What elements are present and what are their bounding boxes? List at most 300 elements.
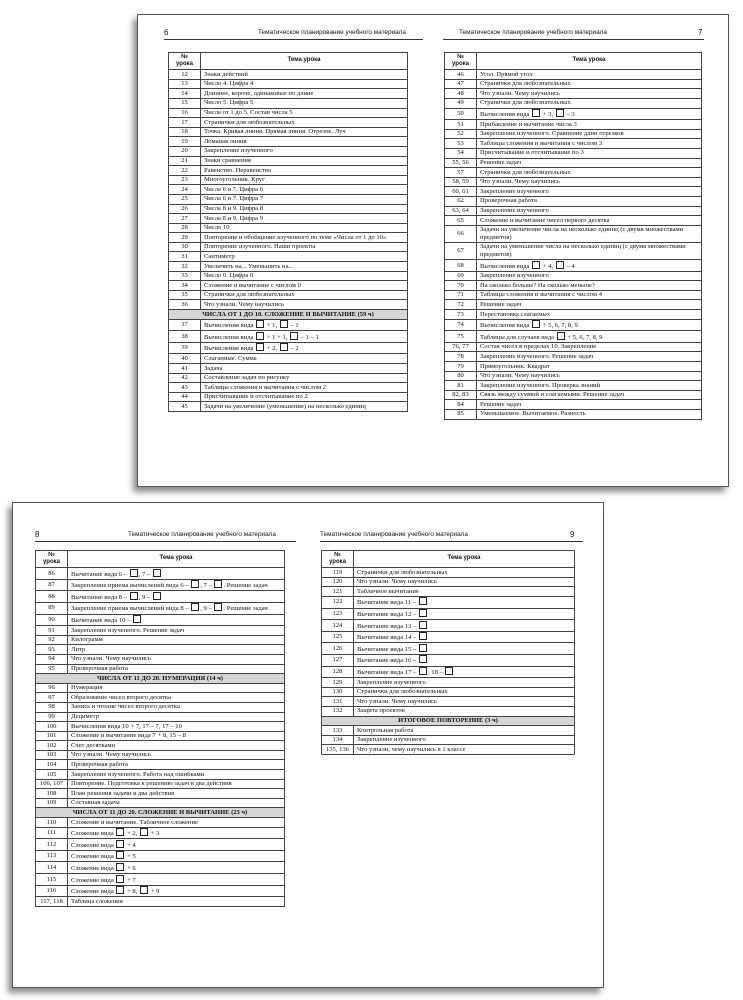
table-row bbox=[445, 342, 702, 352]
lesson-topic: Вычисления вида + 1 + 1, – 1 – 1 bbox=[201, 331, 408, 343]
lesson-number: 91 bbox=[36, 626, 68, 636]
lesson-topic: Проверочная работа bbox=[68, 760, 285, 770]
lesson-number: 97 bbox=[36, 693, 68, 703]
table-row bbox=[445, 260, 702, 272]
section-heading-row bbox=[36, 674, 285, 684]
lesson-number: 123 bbox=[322, 608, 354, 620]
lesson-topic: Странички для любознательных bbox=[354, 687, 575, 697]
section-heading-row bbox=[36, 808, 285, 818]
lesson-number: 74 bbox=[445, 319, 477, 331]
lesson-number: 70 bbox=[445, 281, 477, 291]
table-row bbox=[36, 645, 285, 655]
page-number: 6 bbox=[164, 28, 169, 37]
col-topic-header: Тема урока bbox=[68, 551, 285, 568]
lesson-topic: Закрепление изученного. Работа над ошибками bbox=[68, 770, 285, 780]
table-row bbox=[169, 342, 408, 354]
col-topic-header: Тема урока bbox=[477, 53, 702, 70]
lesson-topic: Числа 8 и 9. Цифра 8 bbox=[201, 204, 408, 214]
table-row bbox=[445, 120, 702, 130]
lesson-topic: Проверочная работа bbox=[68, 664, 285, 674]
table-row bbox=[322, 687, 575, 697]
lesson-topic: Закрепление изученного. Проверка знаний bbox=[477, 381, 702, 391]
table-row bbox=[169, 364, 408, 374]
col-topic-header: Тема урока bbox=[354, 551, 575, 568]
lesson-number: 119 bbox=[322, 568, 354, 578]
blank-box bbox=[153, 592, 161, 600]
lesson-number: 35 bbox=[169, 290, 201, 300]
blank-box bbox=[532, 261, 540, 269]
lesson-topic: Вычисления вида 10 + 7, 17 – 7, 17 – 10 bbox=[68, 722, 285, 732]
blank-box bbox=[214, 603, 222, 611]
lesson-number: 31 bbox=[169, 252, 201, 262]
lesson-topic: Счет десятками bbox=[68, 741, 285, 751]
table-row bbox=[322, 654, 575, 666]
lesson-topic: Составная задача bbox=[68, 798, 285, 808]
lesson-number: 125 bbox=[322, 631, 354, 643]
page-header bbox=[308, 531, 603, 543]
blank-box bbox=[116, 828, 124, 836]
table-row bbox=[36, 722, 285, 732]
lesson-number: 93 bbox=[36, 645, 68, 655]
lesson-topic: Сложение и вычитание чисел первого десятка bbox=[477, 216, 702, 226]
lesson-number: 114 bbox=[36, 862, 68, 874]
lesson-topic: Вычитание вида 11 – bbox=[354, 596, 575, 608]
lesson-number: 58, 59 bbox=[445, 177, 477, 187]
table-row bbox=[169, 262, 408, 272]
table-row bbox=[445, 89, 702, 99]
lesson-number: 115 bbox=[36, 874, 68, 886]
lesson-topic: Число 10 bbox=[201, 223, 408, 233]
blank-box bbox=[419, 609, 427, 617]
lesson-number: 55, 56 bbox=[445, 158, 477, 168]
lesson-topic: Килограмм bbox=[68, 635, 285, 645]
lesson-number: 20 bbox=[169, 146, 201, 156]
lesson-topic: Решение задач bbox=[477, 400, 702, 410]
col-num-header: № урока bbox=[445, 53, 477, 70]
table-row bbox=[36, 779, 285, 789]
lesson-number: 116 bbox=[36, 885, 68, 897]
lesson-topic: Дециметр bbox=[68, 712, 285, 722]
lesson-topic: Вычитание вида 15 – bbox=[354, 643, 575, 655]
lesson-number: 76, 77 bbox=[445, 342, 477, 352]
table-row bbox=[322, 631, 575, 643]
lesson-table bbox=[321, 550, 575, 755]
lesson-topic: Нумерация bbox=[68, 683, 285, 693]
table-row bbox=[36, 897, 285, 907]
lesson-number: 92 bbox=[36, 635, 68, 645]
table-row bbox=[445, 79, 702, 89]
table-row bbox=[445, 187, 702, 197]
lesson-number: 132 bbox=[322, 706, 354, 716]
lesson-number: 50 bbox=[445, 108, 477, 120]
blank-box bbox=[140, 828, 148, 836]
lesson-topic: Сложение вида + 5 bbox=[68, 850, 285, 862]
blank-box bbox=[133, 615, 141, 623]
lesson-topic: Что узнали. Чему научились bbox=[354, 577, 575, 587]
lesson-topic: Равенство. Неравенство bbox=[201, 166, 408, 176]
lesson-topic: Таблицы сложения и вычитания с числом 3 bbox=[477, 139, 702, 149]
table-row bbox=[169, 185, 408, 195]
table-row bbox=[36, 770, 285, 780]
lesson-number: 99 bbox=[36, 712, 68, 722]
lesson-number: 87 bbox=[36, 579, 68, 591]
section-heading: ЧИСЛА ОТ 1 ДО 10. СЛОЖЕНИЕ И ВЫЧИТАНИЕ (59 ч) bbox=[169, 310, 408, 320]
lesson-number: 15 bbox=[169, 98, 201, 108]
lesson-number: 62 bbox=[445, 196, 477, 206]
lesson-topic: Присчитывание и отсчитывание по 3 bbox=[477, 148, 702, 158]
blank-box bbox=[419, 667, 427, 675]
lesson-topic: Вычитание вида 8 – , 9 – bbox=[68, 591, 285, 603]
blank-box bbox=[445, 667, 453, 675]
lesson-number: 23 bbox=[169, 175, 201, 185]
lesson-number: 85 bbox=[445, 409, 477, 419]
blank-box bbox=[256, 320, 264, 328]
lesson-number: 111 bbox=[36, 827, 68, 839]
table-row bbox=[36, 827, 285, 839]
table-row bbox=[322, 568, 575, 578]
blank-box bbox=[532, 320, 540, 328]
table-row bbox=[445, 300, 702, 310]
lesson-topic: Странички для любознательных bbox=[354, 568, 575, 578]
lesson-topic: Что узнали, чему научились в 1 классе bbox=[354, 745, 575, 755]
table-header-row bbox=[36, 551, 285, 568]
col-num-header: № урока bbox=[322, 551, 354, 568]
table-row bbox=[445, 381, 702, 391]
lesson-topic: Повторение. Подготовка к решению задач в два действия bbox=[68, 779, 285, 789]
table-row bbox=[445, 225, 702, 242]
lesson-number: 25 bbox=[169, 194, 201, 204]
table-row bbox=[169, 146, 408, 156]
lesson-topic: Закрепление изученного. Решение задач bbox=[477, 352, 702, 362]
lesson-number: 26 bbox=[169, 204, 201, 214]
running-title: Тематическое планирование учебного материала bbox=[320, 531, 468, 538]
lesson-number: 28 bbox=[169, 223, 201, 233]
table-row bbox=[169, 242, 408, 252]
lesson-number: 72 bbox=[445, 300, 477, 310]
blank-box bbox=[419, 655, 427, 663]
table-row bbox=[169, 271, 408, 281]
table-row bbox=[36, 591, 285, 603]
lesson-number: 57 bbox=[445, 168, 477, 178]
table-row bbox=[36, 731, 285, 741]
blank-box bbox=[116, 875, 124, 883]
table-row bbox=[36, 818, 285, 828]
table-row bbox=[36, 839, 285, 851]
lesson-topic: Вычитание вида 10 – bbox=[68, 614, 285, 626]
table-row bbox=[445, 310, 702, 320]
lesson-number: 54 bbox=[445, 148, 477, 158]
lesson-number: 24 bbox=[169, 185, 201, 195]
lesson-topic: Угол. Прямой угол bbox=[477, 70, 702, 80]
lesson-topic: Повторение и обобщение изученного по теме «Числа от 1 до 10» bbox=[201, 233, 408, 243]
lesson-table bbox=[168, 52, 408, 412]
lesson-topic: Запись и чтение чисел второго десятка bbox=[68, 702, 285, 712]
table-row bbox=[169, 319, 408, 331]
lesson-topic: Сложение и вычитание с числом 0 bbox=[201, 281, 408, 291]
blank-box bbox=[116, 840, 124, 848]
table-row bbox=[322, 697, 575, 707]
table-row bbox=[36, 626, 285, 636]
table-row bbox=[169, 70, 408, 80]
table-row bbox=[445, 242, 702, 259]
lesson-topic: Присчитывание и отсчитывание по 2 bbox=[201, 392, 408, 402]
lesson-topic: Таблица сложения bbox=[68, 897, 285, 907]
lesson-number: 16 bbox=[169, 108, 201, 118]
table-row bbox=[322, 620, 575, 632]
lesson-number: 69 bbox=[445, 271, 477, 281]
blank-box bbox=[191, 603, 199, 611]
table-row bbox=[36, 693, 285, 703]
lesson-topic: Вычитание вида 17 – , 18 – bbox=[354, 666, 575, 678]
table-row bbox=[36, 798, 285, 808]
lesson-topic: Ломаная линия bbox=[201, 137, 408, 147]
lesson-number: 32 bbox=[169, 262, 201, 272]
lesson-topic: Закрепление изученного bbox=[477, 187, 702, 197]
lesson-topic: Таблицы сложения и вычитания с числом 2 bbox=[201, 383, 408, 393]
lesson-topic: Связь между суммой и слагаемыми. Решение задач bbox=[477, 390, 702, 400]
table-row bbox=[445, 352, 702, 362]
table-row bbox=[445, 129, 702, 139]
table-row bbox=[169, 383, 408, 393]
table-row bbox=[169, 252, 408, 262]
table-row bbox=[322, 643, 575, 655]
table-row bbox=[36, 579, 285, 591]
lesson-topic: Вычитание вида 13 – bbox=[354, 620, 575, 632]
table-row bbox=[36, 862, 285, 874]
lesson-number: 122 bbox=[322, 596, 354, 608]
table-row bbox=[169, 214, 408, 224]
lesson-number: 14 bbox=[169, 89, 201, 99]
lesson-topic: Что узнали. Чему научились bbox=[354, 697, 575, 707]
lesson-number: 124 bbox=[322, 620, 354, 632]
lesson-topic: Сложение вида + 8, + 9 bbox=[68, 885, 285, 897]
lesson-topic: Вычитание вида 16 – bbox=[354, 654, 575, 666]
lesson-number: 66 bbox=[445, 225, 477, 242]
lesson-topic: Закрепление изученного bbox=[201, 146, 408, 156]
lesson-topic: Многоугольник. Круг bbox=[201, 175, 408, 185]
table-row bbox=[322, 678, 575, 688]
table-row bbox=[445, 331, 702, 343]
table-row bbox=[445, 290, 702, 300]
table-row bbox=[169, 127, 408, 137]
lesson-number: 37 bbox=[169, 319, 201, 331]
lesson-number: 34 bbox=[169, 281, 201, 291]
table-row bbox=[445, 206, 702, 216]
table-row bbox=[36, 885, 285, 897]
lesson-number: 81 bbox=[445, 381, 477, 391]
lesson-topic: Что узнали. Чему научились bbox=[201, 300, 408, 310]
lesson-number: 135, 136 bbox=[322, 745, 354, 755]
lesson-number: 38 bbox=[169, 331, 201, 343]
blank-box bbox=[419, 597, 427, 605]
section-heading: ИТОГОВОЕ ПОВТОРЕНИЕ (3 ч) bbox=[322, 716, 575, 726]
lesson-number: 79 bbox=[445, 362, 477, 372]
lesson-number: 46 bbox=[445, 70, 477, 80]
section-heading-row bbox=[322, 716, 575, 726]
lesson-topic: Число 4. Цифра 4 bbox=[201, 79, 408, 89]
page-header bbox=[13, 531, 308, 543]
lesson-topic: Закрепление приема вычислений вида 8 – , 9 – . Решение задач bbox=[68, 602, 285, 614]
lesson-topic: Перестановка слагаемых bbox=[477, 310, 702, 320]
lesson-topic: Число 0. Цифра 0 bbox=[201, 271, 408, 281]
blank-box bbox=[191, 580, 199, 588]
table-header-row bbox=[322, 551, 575, 568]
col-num-header: № урока bbox=[169, 53, 201, 70]
table-row bbox=[445, 148, 702, 158]
lesson-topic: Закрепление изученного bbox=[477, 206, 702, 216]
table-row bbox=[36, 789, 285, 799]
lesson-topic: Прямоугольник. Квадрат bbox=[477, 362, 702, 372]
table-row bbox=[322, 608, 575, 620]
lesson-number: 13 bbox=[169, 79, 201, 89]
table-row bbox=[169, 331, 408, 343]
lesson-number: 103 bbox=[36, 750, 68, 760]
table-row bbox=[36, 614, 285, 626]
table-row bbox=[445, 281, 702, 291]
table-row bbox=[169, 108, 408, 118]
lesson-number: 63, 64 bbox=[445, 206, 477, 216]
lesson-topic: Закрепление изученного bbox=[477, 271, 702, 281]
lesson-number: 27 bbox=[169, 214, 201, 224]
lesson-topic: Закрепление изученного bbox=[354, 735, 575, 745]
lesson-topic: Проверочная работа bbox=[477, 196, 702, 206]
table-row bbox=[445, 271, 702, 281]
lesson-number: 82, 83 bbox=[445, 390, 477, 400]
table-row bbox=[445, 371, 702, 381]
lesson-number: 42 bbox=[169, 373, 201, 383]
running-title: Тематическое планирование учебного материала bbox=[128, 531, 276, 538]
blank-box bbox=[557, 332, 565, 340]
lesson-topic: Закрепление изученного bbox=[354, 678, 575, 688]
lesson-number: 134 bbox=[322, 735, 354, 745]
col-num-header: № урока bbox=[36, 551, 68, 568]
lesson-number: 127 bbox=[322, 654, 354, 666]
lesson-number: 51 bbox=[445, 120, 477, 130]
lesson-topic: Таблицы сложения и вычитания с числом 4 bbox=[477, 290, 702, 300]
lesson-topic: Образование чисел второго десятка bbox=[68, 693, 285, 703]
table-row bbox=[169, 118, 408, 128]
table-row bbox=[445, 196, 702, 206]
blank-box bbox=[140, 886, 148, 894]
table-row bbox=[36, 760, 285, 770]
table-row bbox=[36, 568, 285, 580]
table-row bbox=[445, 158, 702, 168]
lesson-topic: Длиннее, короче, одинаковые по длине bbox=[201, 89, 408, 99]
lesson-number: 98 bbox=[36, 702, 68, 712]
lesson-number: 110 bbox=[36, 818, 68, 828]
table-row bbox=[445, 390, 702, 400]
top-spread bbox=[137, 14, 729, 487]
table-row bbox=[322, 577, 575, 587]
lesson-number: 41 bbox=[169, 364, 201, 374]
table-row bbox=[169, 166, 408, 176]
table-row bbox=[169, 98, 408, 108]
running-title: Тематическое планирование учебного материала bbox=[459, 29, 607, 36]
table-row bbox=[169, 79, 408, 89]
lesson-number: 44 bbox=[169, 392, 201, 402]
lesson-number: 47 bbox=[445, 79, 477, 89]
blank-box bbox=[419, 621, 427, 629]
table-row bbox=[36, 874, 285, 886]
lesson-topic: Увеличить на... Уменьшить на... bbox=[201, 262, 408, 272]
table-row bbox=[169, 156, 408, 166]
table-row bbox=[36, 664, 285, 674]
lesson-topic: Странички для любознательных bbox=[201, 290, 408, 300]
lesson-topic: Повторение изученного. Наши проекты bbox=[201, 242, 408, 252]
table-row bbox=[36, 741, 285, 751]
lesson-topic: Задачи на увеличение числа на несколько единиц (с двумя множествами предметов) bbox=[477, 225, 702, 242]
lesson-topic: Защита проектов bbox=[354, 706, 575, 716]
lesson-topic: Числа 8 и 9. Цифра 9 bbox=[201, 214, 408, 224]
lesson-number: 40 bbox=[169, 354, 201, 364]
blank-box bbox=[280, 343, 288, 351]
lesson-topic: Что узнали. Чему научились bbox=[477, 89, 702, 99]
blank-box bbox=[256, 332, 264, 340]
table-row bbox=[445, 168, 702, 178]
page-header bbox=[433, 29, 728, 41]
lesson-topic: Число 5. Цифра 5 bbox=[201, 98, 408, 108]
table-row bbox=[169, 354, 408, 364]
table-row bbox=[322, 596, 575, 608]
table-row bbox=[445, 319, 702, 331]
table-row bbox=[169, 89, 408, 99]
lesson-number: 120 bbox=[322, 577, 354, 587]
table-row bbox=[445, 108, 702, 120]
lesson-topic: Решение задач bbox=[477, 300, 702, 310]
table-row bbox=[36, 712, 285, 722]
lesson-topic: Вычисления вида + 2, – 2 bbox=[201, 342, 408, 354]
lesson-topic: Вычисления вида + 1, – 1 bbox=[201, 319, 408, 331]
lesson-number: 130 bbox=[322, 687, 354, 697]
blank-box bbox=[214, 580, 222, 588]
blank-box bbox=[116, 863, 124, 871]
table-row bbox=[445, 139, 702, 149]
table-row bbox=[169, 233, 408, 243]
lesson-number: 65 bbox=[445, 216, 477, 226]
table-row bbox=[36, 702, 285, 712]
table-row bbox=[169, 402, 408, 412]
table-row bbox=[169, 223, 408, 233]
lesson-number: 78 bbox=[445, 352, 477, 362]
lesson-number: 101 bbox=[36, 731, 68, 741]
lesson-number: 131 bbox=[322, 697, 354, 707]
lesson-topic: Сложение вида + 2, + 3 bbox=[68, 827, 285, 839]
running-title: Тематическое планирование учебного материала bbox=[258, 29, 406, 36]
lesson-number: 19 bbox=[169, 137, 201, 147]
lesson-topic: Сложение вида + 6 bbox=[68, 862, 285, 874]
lesson-topic: Контрольная работа bbox=[354, 726, 575, 736]
lesson-topic: Числа 6 и 7. Цифра 7 bbox=[201, 194, 408, 204]
lesson-number: 108 bbox=[36, 789, 68, 799]
lesson-number: 126 bbox=[322, 643, 354, 655]
lesson-number: 128 bbox=[322, 666, 354, 678]
lesson-number: 104 bbox=[36, 760, 68, 770]
table-row bbox=[445, 409, 702, 419]
lesson-number: 100 bbox=[36, 722, 68, 732]
lesson-number: 52 bbox=[445, 129, 477, 139]
table-header-row bbox=[445, 53, 702, 70]
lesson-number: 21 bbox=[169, 156, 201, 166]
lesson-topic: Сложение и вычитание вида 7 + 8, 15 – 8 bbox=[68, 731, 285, 741]
lesson-topic: Литр bbox=[68, 645, 285, 655]
lesson-topic: На сколько больше? На сколько меньше? bbox=[477, 281, 702, 291]
table-row bbox=[445, 362, 702, 372]
section-heading-row bbox=[169, 310, 408, 320]
lesson-number: 29 bbox=[169, 233, 201, 243]
lesson-topic: Что узнали. Чему научились bbox=[68, 750, 285, 760]
lesson-number: 60, 61 bbox=[445, 187, 477, 197]
lesson-topic: Задачи на уменьшение числа на несколько единиц (с двумя множествами предметов) bbox=[477, 242, 702, 259]
